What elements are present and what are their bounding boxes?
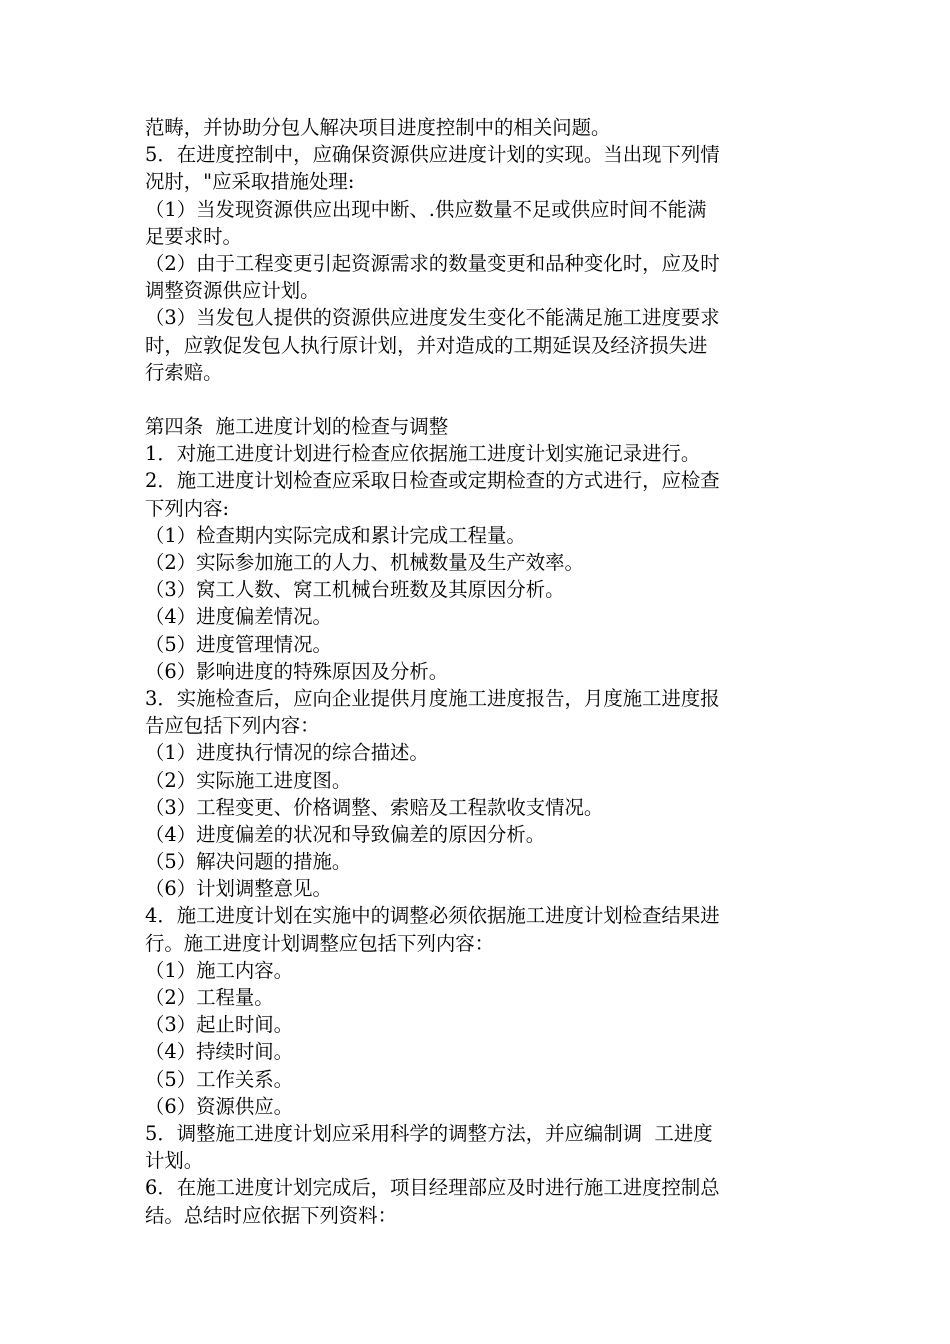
text-line: （2）工程量。 (145, 986, 274, 1009)
text-line: （3）窝工人数、窝工机械台班数及其原因分析。 (145, 578, 565, 602)
document-page (145, 114, 810, 1229)
text-line: 行索赔。 (145, 360, 223, 384)
text-line: 6．在施工进度计划完成后，项目经理部应及时进行施工进度控制总 (145, 1176, 720, 1200)
text-line: （2）实际施工进度图。 (145, 768, 352, 792)
paragraph-block-resource-supply (145, 114, 810, 386)
section-heading: 第四条 施工进度计划的检查与调整 (145, 415, 449, 439)
text-line: 3．实施检查后，应向企业提供月度施工进度报告，月度施工进度报 (145, 686, 720, 710)
text-line: 告应包括下列内容： (145, 714, 320, 738)
text-line: （1）施工内容。 (145, 958, 294, 982)
text-line: 下列内容: (145, 496, 230, 520)
text-line: 5．在进度控制中，应确保资源供应进度计划的实现。当出现下列情 (145, 143, 720, 167)
text-line: 2．施工进度计划检查应采取日检查或定期检查的方式进行，应检查 (145, 469, 720, 493)
text-line: （6）影响进度的特殊原因及分析。 (145, 659, 449, 683)
text-line: 计划。 (145, 1149, 204, 1173)
text-line: （6）资源供应。 (145, 1094, 294, 1118)
text-line: （4）进度偏差情况。 (145, 605, 332, 629)
text-line: 1．对施工进度计划进行检查应依据施工进度计划实施记录进行。 (145, 442, 701, 466)
text-line: （2）实际参加施工的人力、机械数量及生产效率。 (145, 551, 584, 574)
text-line: 4．施工进度计划在实施中的调整必须依据施工进度计划检查结果进 (145, 904, 720, 928)
text-line: （4）持续时间。 (145, 1040, 294, 1064)
text-line: （3）工程变更、价格调整、索赔及工程款收支情况。 (145, 795, 604, 819)
text-line: （5）进度管理情况。 (145, 632, 332, 656)
text-line: 调整资源供应计划。 (145, 279, 320, 303)
text-line: （1）进度执行情况的综合描述。 (145, 741, 429, 765)
paragraph-gap (145, 386, 810, 413)
text-line: （2）由于工程变更引起资源需求的数量变更和品种变化时，应及时 (145, 251, 720, 275)
text-line: （3）当发包人提供的资源供应进度发生变化不能满足施工进度要求 (145, 306, 720, 330)
text-line: 时，应敦促发包人执行原计划，并对造成的工期延误及经济损失进 (145, 333, 708, 357)
text-line: （4）进度偏差的状况和导致偏差的原因分析。 (145, 822, 546, 846)
text-line: （1）当发现资源供应出现中断、.供应数量不足或供应时间不能满 (145, 197, 707, 221)
text-line: （5）解决问题的措施。 (145, 850, 352, 874)
text-line: （5）工作关系。 (145, 1067, 294, 1091)
text-line: 况肘，"应采取措施处理: (145, 170, 355, 194)
section-article-4 (145, 413, 810, 1229)
text-line: 行。施工进度计划调整应包括下列内容： (145, 931, 495, 955)
text-line: 5．调整施工进度计划应采用科学的调整方法，并应编制调 工进度 (145, 1121, 713, 1145)
text-line: 范畴，并协助分包人解决项目进度控制中的相关问题。 (145, 116, 611, 139)
text-line: （1）检查期内实际完成和累计完成工程量。 (145, 523, 526, 547)
text-line: 结。总结时应依据下列资料： (145, 1203, 398, 1227)
text-line: （3）起止时间。 (145, 1013, 294, 1037)
text-line: （6）计划调整意见。 (145, 877, 332, 901)
text-line: 足要求时。 (145, 224, 242, 248)
